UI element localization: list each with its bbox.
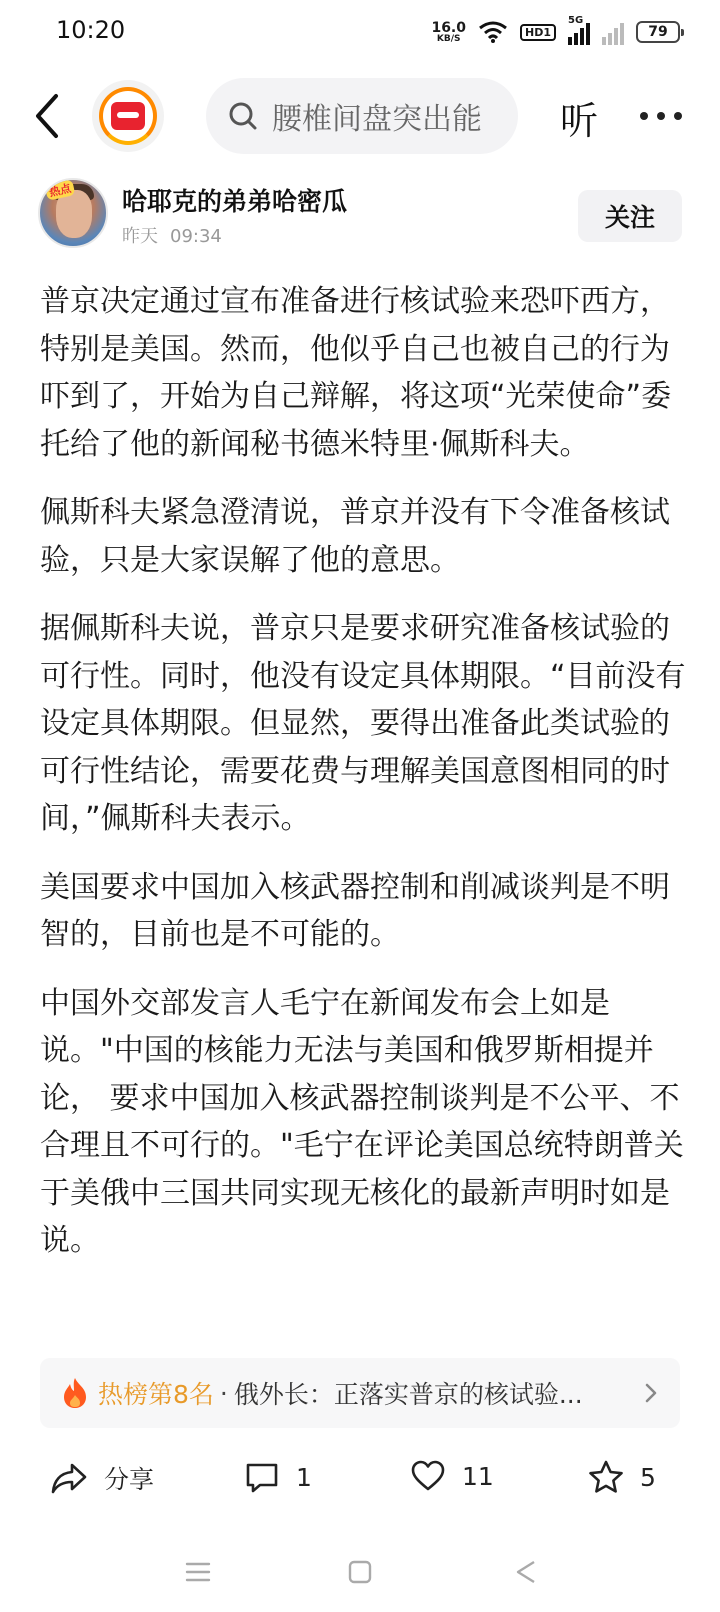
article-paragraph: 佩斯科夫紧急澄清说，普京并没有下令准备核试验，只是大家误解了他的意思。	[40, 495, 670, 578]
follow-button[interactable]: 关注	[578, 190, 682, 242]
back-nav-icon[interactable]	[512, 1558, 540, 1586]
network-speed	[431, 21, 466, 44]
like-count: 11	[462, 1461, 494, 1491]
status-bar	[0, 0, 720, 64]
home-icon[interactable]	[346, 1558, 374, 1586]
hot-rank-label: 热榜第8名	[98, 1380, 214, 1409]
signal-label: 5G	[568, 15, 584, 26]
back-button[interactable]	[28, 90, 68, 142]
avatar[interactable]	[38, 178, 108, 248]
search-bar[interactable]	[206, 78, 518, 154]
like-button[interactable]	[410, 1460, 494, 1492]
hot-rank-title: 俄外长：正落实普京的核试验...	[233, 1380, 583, 1409]
post-clock: 09:34	[170, 226, 222, 247]
listen-button[interactable]: 听	[560, 99, 599, 143]
comment-count: 1	[296, 1462, 312, 1492]
signal-5g-icon	[568, 15, 590, 45]
article-paragraph: 中国外交部发言人毛宁在新闻发布会上如是说。"中国的核能力无法与美国和俄罗斯相提并论， 要求中国加入核武器控制谈判是不公平、不合理且不可行的。"毛宁在评论美国总统特朗普关于美俄中三国共同实现无核化的最新声明时如是说。	[40, 985, 684, 1258]
share-button[interactable]	[50, 1460, 154, 1496]
avatar-tag: 热点	[45, 179, 76, 200]
wifi-icon	[478, 20, 508, 44]
flame-icon	[62, 1377, 88, 1409]
author-row	[0, 176, 720, 256]
search-input[interactable]: 腰椎间盘突出能	[272, 102, 482, 137]
action-bar	[0, 1446, 720, 1516]
favorite-button[interactable]	[588, 1460, 656, 1494]
menu-icon[interactable]	[184, 1558, 212, 1586]
network-speed-value: 16.0	[431, 19, 466, 36]
back-icon	[28, 90, 68, 142]
search-icon	[228, 101, 258, 131]
hd-icon: HD1	[520, 24, 556, 41]
more-icon[interactable]	[640, 112, 682, 122]
chevron-right-icon	[644, 1382, 658, 1404]
author-name[interactable]: 哈耶克的弟弟哈密瓜	[122, 187, 348, 216]
comment-icon	[244, 1460, 280, 1494]
top-nav	[0, 72, 720, 160]
star-icon	[588, 1460, 624, 1494]
system-nav-bar	[0, 1546, 720, 1610]
article-paragraph: 美国要求中国加入核武器控制和削减谈判是不明智的，目前也是不可能的。	[40, 869, 670, 952]
article-paragraph: 据佩斯科夫说，普京只是要求研究准备核试验的可行性。同时，他没有设定具体期限。“目前没有设定具体期限。但显然，要得出准备此类试验的可行性结论，需要花费与理解美国意图相同的时间，”佩斯科夫表示。	[40, 611, 686, 836]
favorite-count: 5	[640, 1462, 656, 1492]
share-label: 分享	[104, 1465, 155, 1494]
status-icons	[431, 15, 680, 46]
network-speed-unit: KB/S	[436, 33, 461, 44]
post-date: 昨天	[122, 226, 158, 247]
article-paragraph: 普京决定通过宣布准备进行核试验来恐吓西方，特别是美国。然而，他似乎自己也被自己的行为吓到了，开始为自己辩解，将这项“光荣使命”委托给了他的新闻秘书德米特里·佩斯科夫。	[40, 284, 672, 462]
heart-icon	[410, 1460, 446, 1492]
hot-rank-separator: ·	[219, 1378, 228, 1408]
share-icon	[50, 1461, 88, 1495]
app-logo-icon[interactable]	[92, 80, 164, 152]
article-body	[40, 278, 686, 1286]
post-time	[122, 222, 222, 248]
signal-icon	[602, 19, 624, 45]
status-time: 10:20	[56, 16, 126, 44]
hot-rank-banner[interactable]	[40, 1358, 680, 1428]
comment-button[interactable]	[244, 1460, 312, 1494]
battery-icon: 79	[636, 21, 680, 43]
